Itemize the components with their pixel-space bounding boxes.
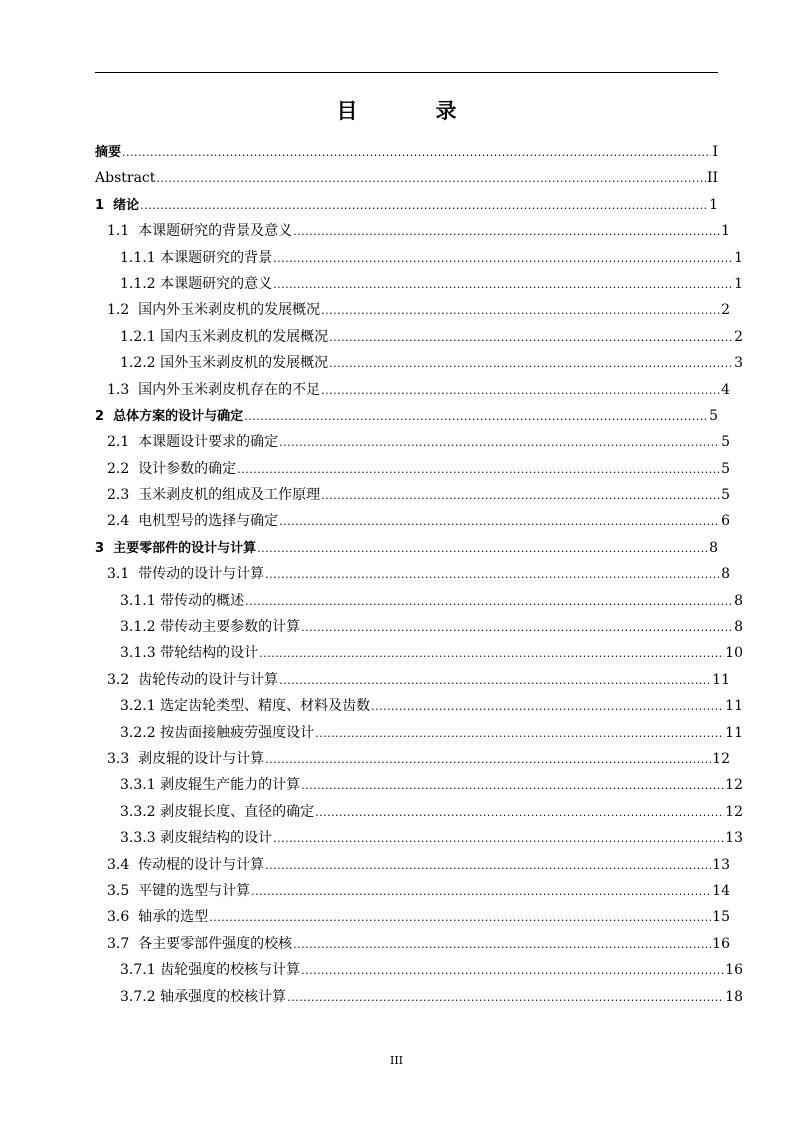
page-number-footer: III [389, 1054, 404, 1067]
toc-entry-page-number: 8 [709, 539, 718, 556]
toc-entry-page-number: 13 [712, 856, 730, 873]
toc-entry-row [95, 271, 743, 298]
toc-entry-page-number: 12 [725, 777, 743, 794]
toc-entry[interactable] [95, 403, 718, 429]
toc-entry-row [95, 931, 730, 958]
toc-dot-leader [251, 879, 711, 905]
toc-entry[interactable] [95, 640, 743, 666]
toc-dot-leader [122, 140, 711, 166]
toc-entry-title: 3.2.1 选定齿轮类型、精度、材料及齿数 [120, 698, 371, 715]
toc-entry-page-number: 8 [734, 592, 743, 609]
toc-entry-row [95, 614, 743, 641]
toc-entry-title: 3.7.1 齿轮强度的校核与计算 [120, 962, 301, 979]
toc-entry-page-number: 5 [709, 407, 718, 424]
toc-dot-leader [245, 589, 733, 615]
toc-entry[interactable] [95, 456, 730, 482]
toc-entry-row [95, 456, 730, 483]
toc-entry-title: 2.4 电机型号的选择与确定 [107, 513, 279, 530]
toc-dot-leader [301, 958, 724, 984]
toc-dot-leader [279, 668, 711, 694]
toc-entry[interactable] [95, 192, 718, 218]
toc-entry-title: 3 主要零部件的设计与计算 [95, 540, 257, 556]
toc-entry-row [95, 429, 730, 456]
toc-entry[interactable] [95, 957, 743, 983]
toc-entry-title: 1.3 国内外玉米剥皮机存在的不足 [107, 381, 321, 398]
toc-entry-row [95, 218, 730, 245]
toc-dot-leader [301, 773, 724, 799]
toc-dot-leader [273, 826, 724, 852]
toc-entry[interactable] [95, 825, 743, 851]
toc-entry[interactable] [95, 931, 730, 957]
toc-entry[interactable] [95, 720, 743, 746]
toc-dot-leader [209, 905, 711, 931]
toc-entry-page-number: 16 [712, 935, 730, 952]
toc-entry-page-number: 11 [725, 724, 743, 741]
toc-entry-row [95, 772, 743, 799]
toc-dot-leader [279, 509, 720, 535]
toc-dot-leader [287, 985, 724, 1011]
toc-entry-title: 3.7 各主要零部件强度的校核 [107, 935, 293, 952]
toc-entry-page-number: 2 [721, 302, 730, 319]
toc-entry-title: 1.2 国内外玉米剥皮机的发展概况 [107, 302, 321, 319]
toc-entry-title: 1.2.1 国内玉米剥皮机的发展概况 [120, 328, 329, 345]
toc-entry[interactable] [95, 245, 743, 271]
toc-entry[interactable] [95, 667, 730, 693]
toc-entry-page-number: 8 [721, 566, 730, 583]
toc-entry[interactable] [95, 878, 730, 904]
toc-entry[interactable] [95, 165, 718, 191]
toc-entry-title: 3.1.2 带传动主要参数的计算 [120, 619, 301, 636]
toc-entry-title: 3.1 带传动的设计与计算 [107, 566, 265, 583]
toc-entry-row [95, 746, 730, 773]
toc-dot-leader [293, 932, 711, 958]
title-char-right: 录 [435, 99, 457, 123]
toc-dot-leader [273, 246, 733, 272]
toc-entry-row [95, 667, 730, 694]
toc-entry[interactable] [95, 904, 730, 930]
toc-entry-row [95, 799, 743, 826]
toc-entry[interactable] [95, 297, 730, 323]
toc-dot-leader [371, 694, 724, 720]
toc-entry-page-number: 1 [734, 249, 743, 266]
toc-entry-title: 2.3 玉米剥皮机的组成及工作原理 [107, 487, 321, 504]
toc-entry-page-number: 1 [721, 223, 730, 240]
toc-entry-row [95, 904, 730, 931]
toc-entry[interactable] [95, 746, 730, 772]
toc-entry-row [95, 535, 718, 562]
toc-entry-title: 3.3.1 剥皮辊生产能力的计算 [120, 777, 301, 794]
toc-entry-page-number: II [706, 170, 718, 187]
toc-entry-page-number: 8 [734, 619, 743, 636]
toc-dot-leader [315, 800, 724, 826]
toc-entry-page-number: 2 [734, 328, 743, 345]
toc-entry-page-number: 11 [712, 671, 730, 688]
toc-dot-leader [156, 166, 706, 192]
toc-entry-title: 3.7.2 轴承强度的校核计算 [120, 988, 287, 1005]
toc-entry[interactable] [95, 429, 730, 455]
toc-entry-title: 3.2 齿轮传动的设计与计算 [107, 671, 279, 688]
toc-entry-page-number: 3 [734, 355, 743, 372]
toc-dot-leader [293, 219, 720, 245]
toc-entry-row [95, 640, 743, 667]
toc-entry-title: 3.2.2 按齿面接触疲劳强度设计 [120, 724, 315, 741]
toc-entry-page-number: 15 [712, 909, 730, 926]
toc-dot-leader [315, 721, 724, 747]
toc-entry[interactable] [95, 693, 743, 719]
toc-entry-row [95, 957, 743, 984]
toc-entry-title: 3.4 传动棍的设计与计算 [107, 856, 265, 873]
toc-entry-title: 3.3.3 剥皮辊结构的设计 [120, 830, 273, 847]
toc-dot-leader [265, 562, 720, 588]
toc-entry[interactable] [95, 350, 743, 376]
toc-entry[interactable] [95, 561, 730, 587]
toc-dot-leader [244, 404, 708, 430]
toc-dot-leader [329, 325, 733, 351]
toc-entry-row [95, 508, 730, 535]
toc-entry[interactable] [95, 799, 743, 825]
toc-entry[interactable] [95, 535, 718, 561]
toc-dot-leader [321, 298, 720, 324]
toc-entry[interactable] [95, 139, 718, 165]
toc-entry-title: 3.3.2 剥皮辊长度、直径的确定 [120, 803, 315, 820]
toc-entry-page-number: 14 [712, 882, 730, 899]
toc-dot-leader [259, 641, 724, 667]
toc-entry-page-number: 5 [721, 487, 730, 504]
toc-entry-row [95, 350, 743, 377]
toc-entry-page-number: 1 [709, 196, 718, 213]
toc-entry-row [95, 852, 730, 879]
toc-dot-leader [301, 615, 733, 641]
toc-entry-page-number: 18 [725, 988, 743, 1005]
toc-entry-title: 1.1.2 本课题研究的意义 [120, 275, 273, 292]
title-char-left: 目 [336, 99, 358, 123]
toc-entry-title: 3.5 平键的选型与计算 [107, 882, 251, 899]
toc-dot-leader [257, 536, 708, 562]
toc-entry-page-number: 12 [712, 750, 730, 767]
toc-entry-page-number: 4 [721, 381, 730, 398]
toc-entry[interactable] [95, 218, 730, 244]
toc-entry[interactable] [95, 852, 730, 878]
toc-dot-leader [140, 193, 708, 219]
toc-entry-row [95, 720, 743, 747]
toc-dot-leader [329, 351, 733, 377]
toc-entry-title: Abstract [95, 170, 156, 187]
table-of-contents [95, 139, 743, 1010]
toc-dot-leader [273, 272, 733, 298]
toc-entry-page-number: 5 [721, 434, 730, 451]
toc-entry-row [95, 825, 743, 852]
toc-entry[interactable] [95, 984, 743, 1010]
toc-entry-row [95, 297, 730, 324]
toc-entry-title: 摘要 [95, 145, 122, 160]
toc-dot-leader [279, 430, 720, 456]
toc-entry-row [95, 139, 718, 166]
toc-entry-row [95, 561, 730, 588]
toc-entry-title: 1.2.2 国外玉米剥皮机的发展概况 [120, 355, 329, 372]
toc-entry-title: 2 总体方案的设计与确定 [95, 408, 244, 424]
toc-entry-row [95, 878, 730, 905]
toc-entry-title: 3.1.1 带传动的概述 [120, 592, 245, 609]
toc-entry[interactable] [95, 588, 743, 614]
toc-entry[interactable] [95, 772, 743, 798]
toc-entry-title: 1 绪论 [95, 197, 140, 213]
toc-entry-page-number: I [712, 144, 718, 160]
toc-entry[interactable] [95, 482, 730, 508]
toc-entry-row [95, 165, 718, 192]
toc-entry-row [95, 403, 718, 430]
toc-entry-page-number: 12 [725, 803, 743, 820]
toc-entry-row [95, 245, 743, 272]
toc-entry-row [95, 324, 743, 351]
toc-entry-row [95, 482, 730, 509]
page-title [0, 95, 793, 125]
toc-entry-page-number: 1 [734, 275, 743, 292]
toc-entry-title: 3.3 剥皮辊的设计与计算 [107, 750, 265, 767]
toc-dot-leader [265, 747, 711, 773]
toc-entry-row [95, 984, 743, 1011]
toc-entry-row [95, 693, 743, 720]
header-rule [95, 72, 718, 73]
toc-entry-page-number: 16 [725, 962, 743, 979]
toc-entry-page-number: 10 [725, 645, 743, 662]
toc-entry[interactable] [95, 271, 743, 297]
toc-entry-title: 2.1 本课题设计要求的确定 [107, 434, 279, 451]
toc-entry-page-number: 5 [721, 460, 730, 477]
toc-entry-title: 3.1.3 带轮结构的设计 [120, 645, 259, 662]
toc-dot-leader [321, 483, 720, 509]
toc-entry-row [95, 192, 718, 219]
toc-entry-page-number: 11 [725, 698, 743, 715]
toc-entry-row [95, 377, 730, 404]
toc-dot-leader [237, 457, 720, 483]
toc-entry-title: 3.6 轴承的选型 [107, 909, 209, 926]
toc-entry[interactable] [95, 377, 730, 403]
toc-dot-leader [321, 378, 720, 404]
toc-dot-leader [265, 853, 711, 879]
toc-entry-title: 1.1.1 本课题研究的背景 [120, 249, 273, 266]
toc-entry-page-number: 6 [721, 513, 730, 530]
toc-entry-title: 2.2 设计参数的确定 [107, 460, 237, 477]
toc-entry[interactable] [95, 324, 743, 350]
toc-entry-row [95, 588, 743, 615]
toc-entry-page-number: 13 [725, 830, 743, 847]
toc-entry[interactable] [95, 508, 730, 534]
toc-entry-title: 1.1 本课题研究的背景及意义 [107, 223, 293, 240]
toc-entry[interactable] [95, 614, 743, 640]
